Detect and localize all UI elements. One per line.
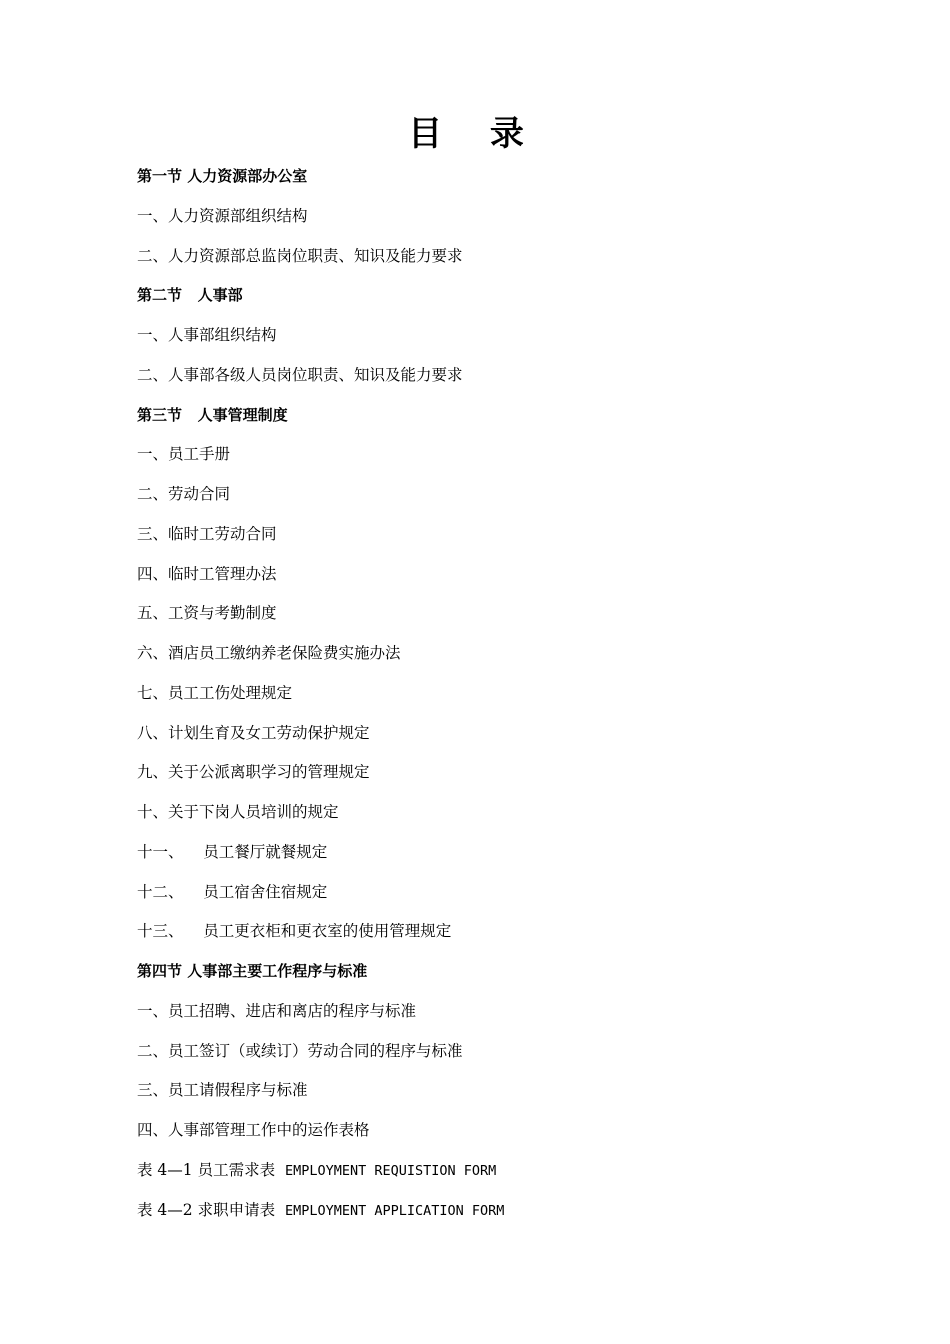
toc-item: 七、员工工伤处理规定 [137,683,293,702]
form-label: 表 4—2 求职申请表 [137,1200,285,1219]
toc-item: 五、工资与考勤制度 [137,604,277,623]
toc-item: 九、关于公派离职学习的管理规定 [137,763,370,782]
toc-item: 十、关于下岗人员培训的规定 [137,803,339,821]
toc-item: 十二、 员工宿舍住宿规定 [137,882,328,901]
toc-section-heading: 第三节 人事管理制度 [137,405,288,424]
toc-item: 十一、 员工餐厅就餐规定 [137,842,328,861]
toc-item: 三、临时工劳动合同 [137,524,277,543]
toc-item: 三、员工请假程序与标准 [137,1081,308,1100]
toc-item: 十三、 员工更衣柜和更衣室的使用管理规定 [137,922,452,941]
toc-item: 二、劳动合同 [137,485,231,503]
toc-item: 六、酒店员工缴纳养老保险费实施办法 [137,644,401,662]
toc-item: 一、员工手册 [137,445,231,464]
toc-item: 二、人力资源部总监岗位职责、知识及能力要求 [137,246,463,265]
toc-item: 四、人事部管理工作中的运作表格 [137,1121,370,1139]
toc-section-heading: 第四节 人事部主要工作程序与标准 [137,962,368,980]
toc-item: 八、计划生育及女工劳动保护规定 [137,723,370,742]
toc-form-item [137,1157,837,1197]
toc-item: 二、人事部各级人员岗位职责、知识及能力要求 [137,365,463,384]
toc-section-heading: 第一节 人力资源部办公室 [137,167,308,185]
page-title: 目 录 [408,114,542,154]
toc-section-heading: 第二节 人事部 [137,286,243,305]
toc-form-item [137,1197,837,1237]
form-english-title: EMPLOYMENT REQUISTION FORM [284,1162,497,1179]
toc-item: 一、人力资源部组织结构 [137,206,308,225]
form-label: 表 4—1 员工需求表 [137,1160,285,1179]
table-of-contents [137,163,837,1236]
toc-item: 四、临时工管理办法 [137,564,277,583]
toc-item: 一、员工招聘、进店和离店的程序与标准 [137,1001,417,1020]
toc-item: 二、员工签订（或续订）劳动合同的程序与标准 [137,1041,463,1060]
toc-item: 一、人事部组织结构 [137,326,277,344]
form-english-title: EMPLOYMENT APPLICATION FORM [284,1202,505,1219]
